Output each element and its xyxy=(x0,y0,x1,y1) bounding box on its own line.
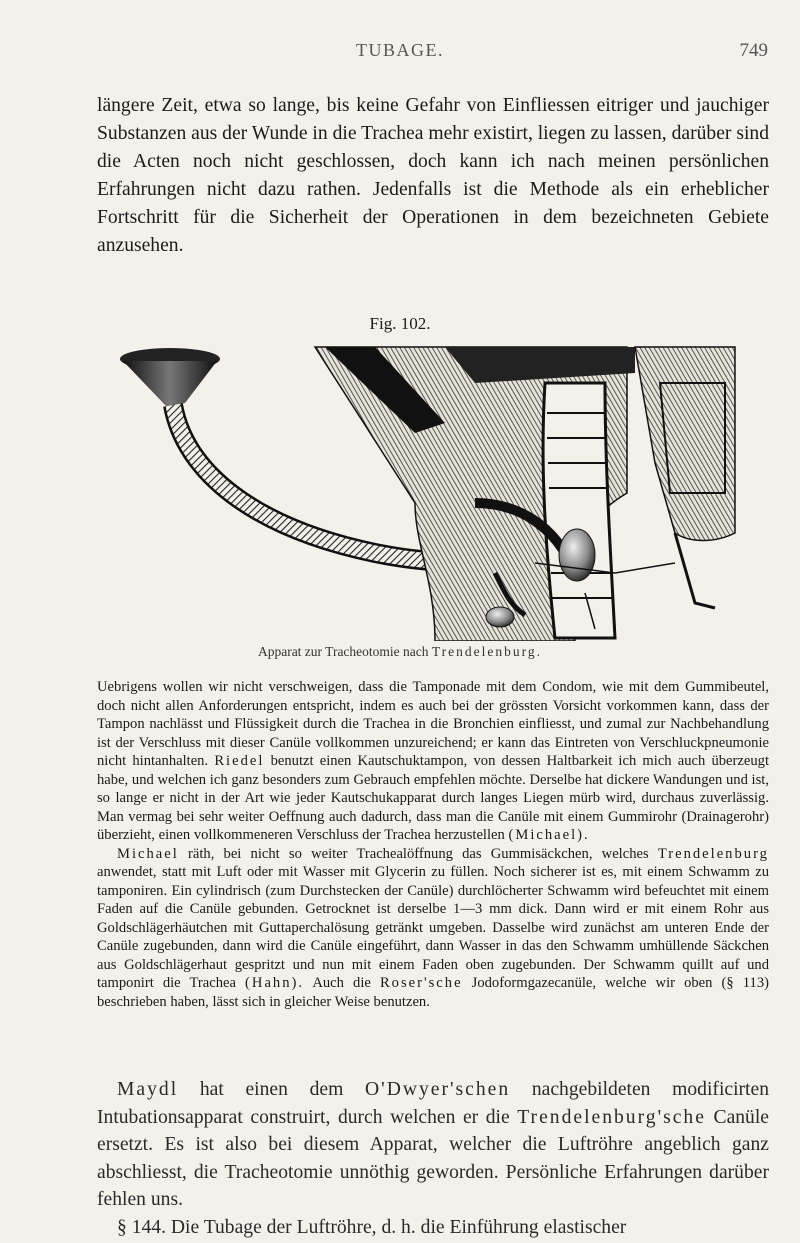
caption-author: Trendelenburg. xyxy=(431,644,543,659)
author-name: Michael xyxy=(117,845,179,862)
tracheotomy-apparatus-illustration xyxy=(115,343,770,641)
large-print-section xyxy=(97,1076,769,1241)
text-run: benutzt einen Kautschuktampon, von dessen Haltbarkeit ich mich auch überzeugt habe, und welchen ich ganz besonders zum Gebrauch empfehlen möchte. Derselbe hat dickere Wandungen und ist, so lange er nicht in der Art wie jeder Kautschukapparat durch langes Liegen mürb wird, durchaus zuverlässig. Man vermag bei sehr weiter Oeffnung auch dadurch, dass man die Canüle mit einem Gummirohr (Drainagerohr) überzieht, einen vollkommeneren Verschluss der Trachea herzustellen xyxy=(97,753,769,843)
citation: (Hahn). xyxy=(245,975,305,991)
large-paragraph xyxy=(97,1076,769,1214)
small-paragraph xyxy=(97,678,769,845)
section-heading-paragraph: § 144. Die Tubage der Luftröhre, d. h. die Einführung elastischer xyxy=(117,1216,627,1238)
text-run: Canüle ersetzt. Es ist also bei diesem Apparat, welcher die Luftröhre angeblich ganz abschliesst, die Tracheotomie unnöthig geworden. Persönliche Erfahrungen darüber fehlen uns. xyxy=(97,1106,769,1210)
small-paragraph xyxy=(97,845,769,1012)
author-name: Maydl xyxy=(117,1079,179,1100)
figure-label: Fig. 102. xyxy=(369,314,431,333)
page-number: 749 xyxy=(739,40,768,61)
citation: (Michael). xyxy=(508,827,590,843)
spine xyxy=(635,347,735,541)
author-name: Trendelenburg'sche xyxy=(517,1106,706,1128)
text-run: nachgebildeten modificirten Intubationsapparat construirt, durch welchen er die xyxy=(97,1079,769,1128)
text-run: anwendet, statt mit Luft oder mit Wasser mit Glycerin zu füllen. Noch sicherer ist es, mit einem Schwamm zu tamponiren. Ein cylindrisch (zum Durchstecken der Canüle) durchlöcherter Schwamm wird befeuchtet mit einem Faden auf die Canüle gebunden. Getrocknet ist derselbe 1—3 mm dick. Dann wird er mit einem Rohr aus Goldschlägerhäutchen mit Guttaperchalösung getränkt umgeben. Dasselbe wird zunächst am unteren Ende der Canüle zugebunden, dann wird die Canüle eingeführt, dann Wasser in das den Schwamm umhüllende Säckchen aus Goldschlägerhaut gespritzt und nun mit einem Faden oben zugebunden. Der Schwamm quillt auf und tamponirt die Trachea xyxy=(97,864,769,991)
tampon-balloon xyxy=(559,529,595,581)
inflation-bulb xyxy=(486,607,514,627)
small-print-section xyxy=(97,678,769,1011)
figure-caption xyxy=(0,644,800,660)
lead-paragraph: längere Zeit, etwa so lange, bis keine Gefahr von Einfliessen eitriger und jauchiger Substanzen aus der Wunde in die Trachea mehr existirt, liegen zu lassen, darüber sind die Acten noch nicht geschlossen, doch kann ich nach meinen persönlichen Erfahrungen nicht dazu rathen. Jedenfalls ist die Methode als ein erheblicher Fortschritt für die Sicherheit der Operationen in dem bezeichneten Gebiete anzusehen. xyxy=(97,95,769,256)
trachea xyxy=(543,383,615,638)
text-run: Uebrigens wollen wir nicht verschweigen, dass die Tamponade mit dem Condom, wie mit dem Gummibeutel, doch nicht allen Anforderungen entspricht, indem es auch bei der grössten Vorsicht vorkommen kann, dass der Tampon nachlässt und Flüssigkeit durch die Trachea in die Bronchien einfliesst, und zumal zur Nachbehandlung ist der Verschluss mit dieser Canüle vollkommen unzureichend; er kann das Eintreten von Verschluckpneumonie nicht hintanhalten. xyxy=(97,679,769,769)
text-run: hat einen dem xyxy=(199,1079,344,1100)
author-name: Trendelenburg xyxy=(657,845,769,862)
text-run: räth, bei nicht so weiter Trachealöffnung das Gummisäckchen, welches xyxy=(188,845,649,862)
page-header-title: TUBAGE. xyxy=(356,40,444,60)
author-name: Riedel xyxy=(214,753,265,769)
caption-text: Apparat zur Tracheotomie nach xyxy=(257,644,429,659)
text-run: Auch die xyxy=(312,975,371,991)
text-run: Jodoformgazecanüle, welche wir oben (§ 113) beschrieben haben, lässt sich in gleicher Weise benutzen. xyxy=(97,975,769,1010)
author-name: Roser'sche xyxy=(379,975,463,991)
running-head xyxy=(0,40,800,70)
author-name: O'Dwyer'schen xyxy=(365,1079,511,1100)
funnel-body xyxy=(123,361,217,407)
